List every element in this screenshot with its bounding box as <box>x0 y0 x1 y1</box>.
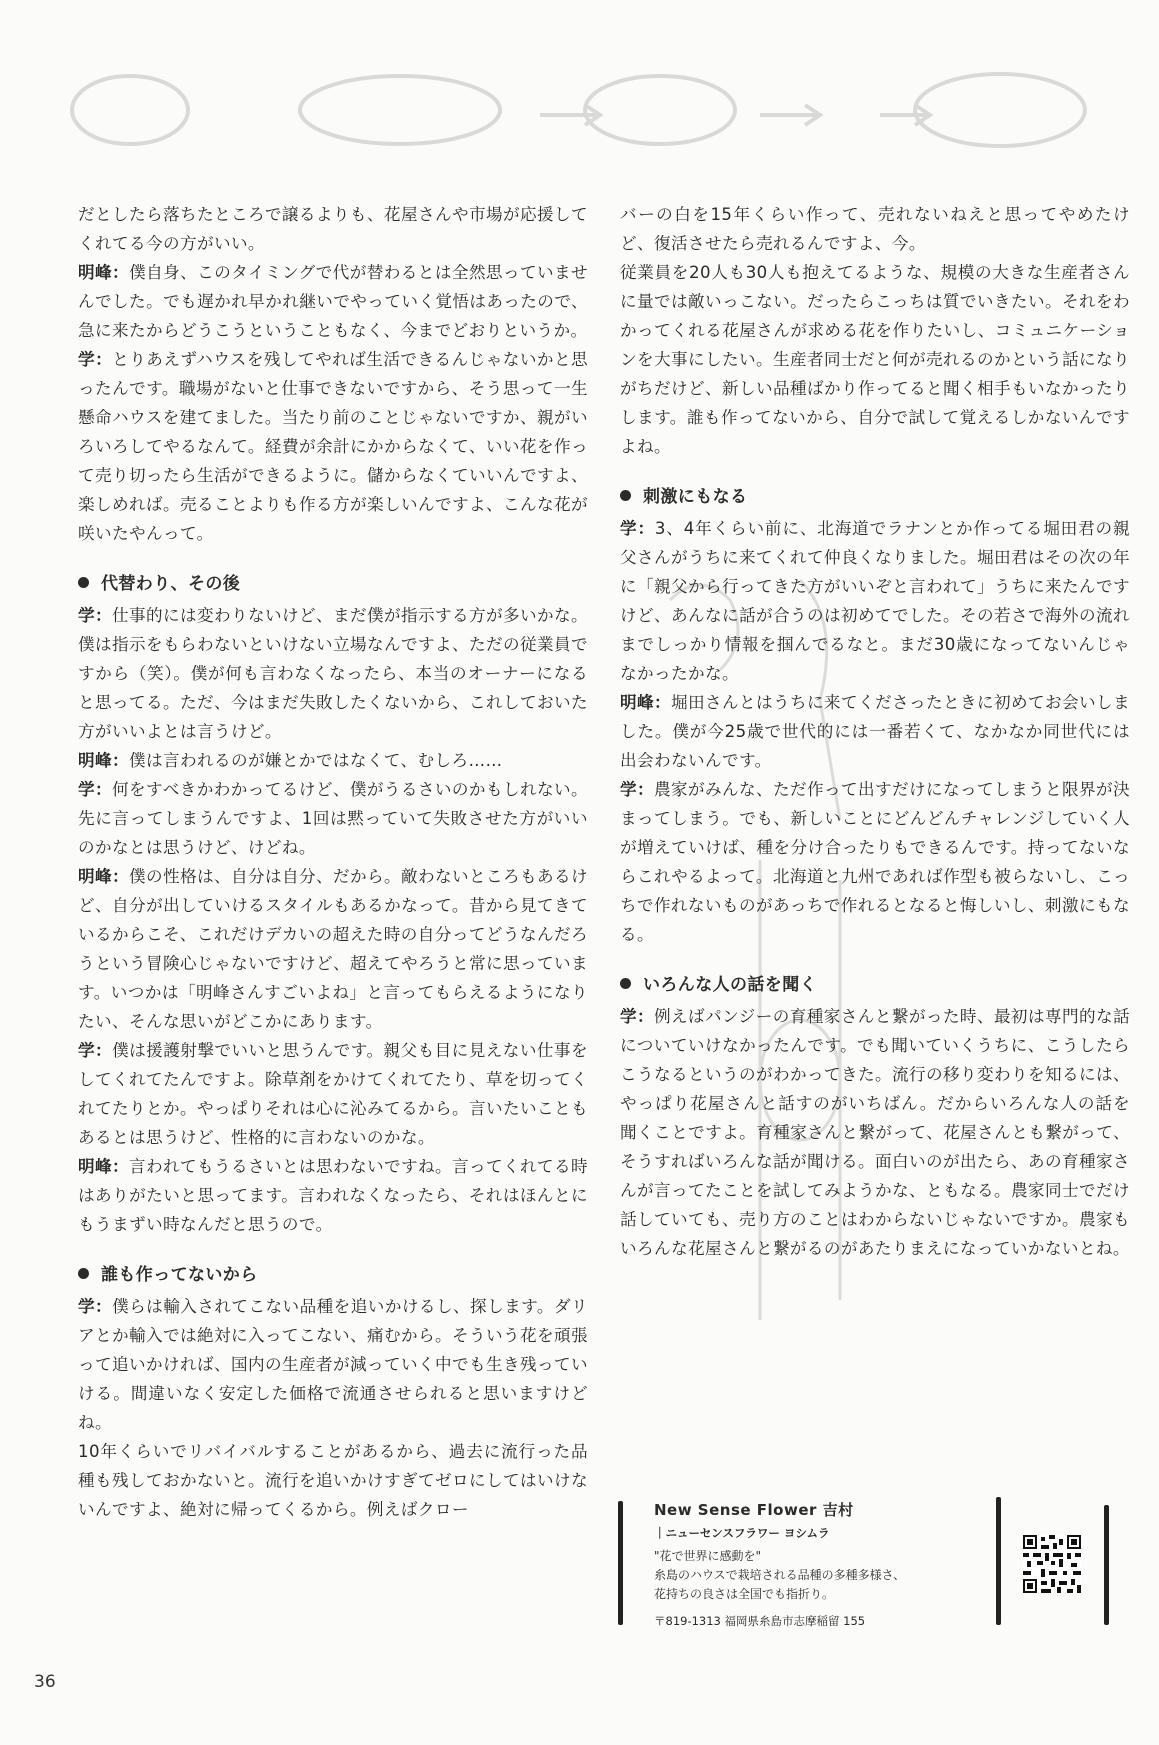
shop-info-text <box>654 1499 984 1630</box>
paragraph <box>620 688 1130 775</box>
card-bar-right-1 <box>996 1497 1001 1625</box>
paragraph-text: バーの白を15年くらい作って、売れないねえと思ってやめたけど、復活させたら売れるんですよ、今。 <box>620 205 1130 253</box>
paragraph-text: 僕らは輸入されてこない品種を追いかけるし、探します。ダリアとか輸入では絶対に入ってこない、痛むから。そういう花を頑張って追いかければ、国内の生産者が減っていく中でも生き残っていける。間違いなく安定した価格で流通させられると思いますけどね。 <box>78 1297 588 1432</box>
speaker-label: 学： <box>78 1297 113 1316</box>
paragraph-text: 僕自身、このタイミングで代が替わるとは全然思っていませんでした。でも遅かれ早かれ継いでやっていく覚悟はあったので、急に来たからどうこうということもなく、今までどおりというか。 <box>78 263 589 340</box>
bullet-icon <box>78 577 89 588</box>
speaker-label: 明峰： <box>78 867 129 886</box>
section-heading-text: 刺激にもなる <box>643 487 748 507</box>
paragraph-text: 僕は援護射撃でいいと思うんです。親父も目に見えない仕事をしてくれてたんですよ。除草剤をかけてくれてたり、草を切ってくれてたりとか。やっぱりそれは心に沁みてるから。言いたいこともあるとは思うけど、性格的に言わないのかな。 <box>78 1041 588 1147</box>
paragraph-text: 10年くらいでリバイバルすることがあるから、過去に流行った品種も残しておかないと。流行を追いかけすぎてゼロにしてはいけないんですよ、絶対に帰ってくるから。例えばクロー <box>78 1442 588 1519</box>
section-heading-text: 誰も作ってないから <box>101 1265 258 1285</box>
section-heading <box>78 1261 588 1290</box>
paragraph-text: 例えばパンジーの育種家さんと繋がった時、最初は専門的な話についていけなかったんです。でも聞いていくうちに、こうしたらこうなるというのがわかってきた。流行の移り変わりを知るには、やっぱり花屋さんと話すのがいちばん。だからいろんな人の話を聞くことですよ。育種家さんと繋がって、花屋さんとも繋がって、そうすればいろんな話が聞ける。面白いのが出たら、あの育種家さんが言ってたことを試してみようかな、ともなる。農家同士でだけ話していても、売り方のことはわからないじゃないですか。農家もいろんな花屋さんと繋がるのがあたりまえになっていかないとね。 <box>620 1007 1130 1258</box>
paragraph <box>78 746 588 775</box>
speaker-label: 明峰： <box>78 1157 129 1176</box>
left-column <box>78 200 588 1524</box>
paragraph <box>78 775 588 862</box>
speaker-label: 明峰： <box>78 263 130 282</box>
section-heading-text: いろんな人の話を聞く <box>643 975 817 995</box>
paragraph <box>78 200 588 258</box>
shop-name: New Sense Flower 吉村 <box>654 1501 854 1519</box>
paragraph <box>78 1292 588 1437</box>
paragraph <box>78 862 588 1036</box>
paragraph-text: 従業員を20人も30人も抱えてるような、規模の大きな生産者さんに量では敵いっこない。だったらこっちは質でいきたい。それをわかってくれる花屋さんが求める花を作りたいし、コミュニケーションを大事にしたい。生産者同士だと何が売れるのかという話になりがちだけど、新しい品種ばかり作ってると聞く相手もいなかったりします。誰も作ってないから、自分で試して覚えるしかないんですよね。 <box>620 263 1130 456</box>
card-bar-left <box>618 1501 623 1625</box>
speaker-label: 学： <box>78 1041 113 1060</box>
paragraph-text: 堀田さんとはうちに来てくださったときに初めてお会いしました。僕が今25歳で世代的には一番若くて、なかなか同世代には出会わないんです。 <box>620 693 1130 770</box>
paragraph-text: 仕事的には変わりないけど、まだ僕が指示する方が多いかな。僕は指示をもらわないといけない立場なんですよ、ただの従業員ですから（笑）。僕が何も言わなくなったら、本当のオーナーになると思ってる。ただ、今はまだ失敗したくないから、これしておいた方がいいよとは言うけど。 <box>78 606 588 741</box>
shop-kana: ｜ニューセンスフラワー ヨシムラ <box>654 1526 830 1540</box>
speaker-label: 学： <box>78 606 112 625</box>
paragraph <box>620 1002 1130 1263</box>
paragraph-text: 僕は言われるのが嫌とかではなくて、むしろ…… <box>128 751 503 770</box>
speaker-label: 学： <box>620 1007 655 1026</box>
section-heading <box>620 483 1130 512</box>
bullet-icon <box>620 978 631 989</box>
shop-description-2: 花持ちの良さは全国でも指折り。 <box>654 1587 835 1601</box>
speaker-label: 明峰： <box>78 751 129 770</box>
shop-tagline: "花で世界に感動を" <box>654 1549 762 1563</box>
paragraph-text: 3、4年くらい前に、北海道でラナンとか作ってる堀田君の親父さんがうちに来てくれて仲良くなりました。堀田君はその次の年に「親父から行ってきた方がいいぞと言われて」うちに来たんですけど、あんなに話が合うのは初めてでした。その若さで海外の流れまでしっかり情報を掴んでるなと。まだ30歳になってないんじゃなかったかな。 <box>620 519 1130 683</box>
shop-description-1: 糸島のハウスで栽培される品種の多種多様さ、 <box>654 1568 906 1582</box>
paragraph-text: 僕の性格は、自分は自分、だから。敵わないところもあるけど、自分が出していけるスタイルもあるかなって。昔から見てきているからこそ、これだけデカいの超えた時の自分ってどうなんだろうという冒険心じゃないですけど、超えてやろうと常に思っています。いつかは「明峰さんすごいよね」と言ってもらえるようになりたい、そんな思いがどこかにあります。 <box>78 867 588 1031</box>
paragraph <box>78 258 588 345</box>
paragraph-text: 農家がみんな、ただ作って出すだけになってしまうと限界が決まってしまう。でも、新しいことにどんどんチャレンジしていく人が増えていけば、種を分け合ったりもできるんです。持ってないならこれやるよって。北海道と九州であれば作型も被らないし、こっちで作れないものがあっちで作れるとなると悔しいし、刺激にもなる。 <box>620 780 1130 944</box>
bullet-icon <box>78 1268 89 1279</box>
paragraph <box>78 1437 588 1524</box>
section-heading-text: 代替わり、その後 <box>101 574 241 594</box>
qr-code-icon[interactable] <box>1023 1535 1081 1593</box>
speaker-label: 学： <box>78 350 113 369</box>
speaker-label: 明峰： <box>620 693 671 712</box>
bullet-icon <box>620 490 631 501</box>
section-heading <box>620 971 1130 1000</box>
shop-address: 〒819-1313 福岡県糸島市志摩稲留 155 <box>654 1614 866 1628</box>
paragraph <box>78 1152 588 1239</box>
paragraph <box>78 345 588 548</box>
shop-info-card <box>618 1495 1118 1635</box>
paragraph <box>78 1036 588 1152</box>
paragraph-text: 言われてもうるさいとは思わないですね。言ってくれてる時はありがたいと思ってます。言われなくなったら、それはほんとにもうまずい時なんだと思うので。 <box>78 1157 588 1234</box>
header-flow-illustration <box>70 70 1110 180</box>
section-heading <box>78 570 588 599</box>
paragraph <box>620 775 1130 949</box>
paragraph <box>620 258 1130 461</box>
paragraph <box>620 200 1130 258</box>
page-number: 36 <box>34 1672 56 1692</box>
speaker-label: 学： <box>78 780 113 799</box>
speaker-label: 学： <box>620 780 654 799</box>
paragraph-text: だとしたら落ちたところで譲るよりも、花屋さんや市場が応援してくれてる今の方がいい。 <box>78 205 588 253</box>
paragraph <box>620 514 1130 688</box>
card-bar-right-2 <box>1104 1505 1109 1625</box>
paragraph <box>78 601 588 746</box>
paragraph-text: 何をすべきかわかってるけど、僕がうるさいのかもしれない。先に言ってしまうんですよ、1回は黙っていて失敗させた方がいいのかなとは思うけど、けどね。 <box>78 780 588 857</box>
speaker-label: 学： <box>620 519 655 538</box>
right-column <box>620 200 1130 1263</box>
paragraph-text: とりあえずハウスを残してやれば生活できるんじゃないかと思ったんです。職場がないと仕事できないですから、そう思って一生懸命ハウスを建てました。当たり前のことじゃないですか、親がいろいろしてやるなんて。経費が余計にかからなくて、いい花を作って売り切ったら生活ができるように。儲からなくていいんですよ、楽しめれば。売ることよりも作る方が楽しいんですよ、こんな花が咲いたやんって。 <box>78 350 588 543</box>
